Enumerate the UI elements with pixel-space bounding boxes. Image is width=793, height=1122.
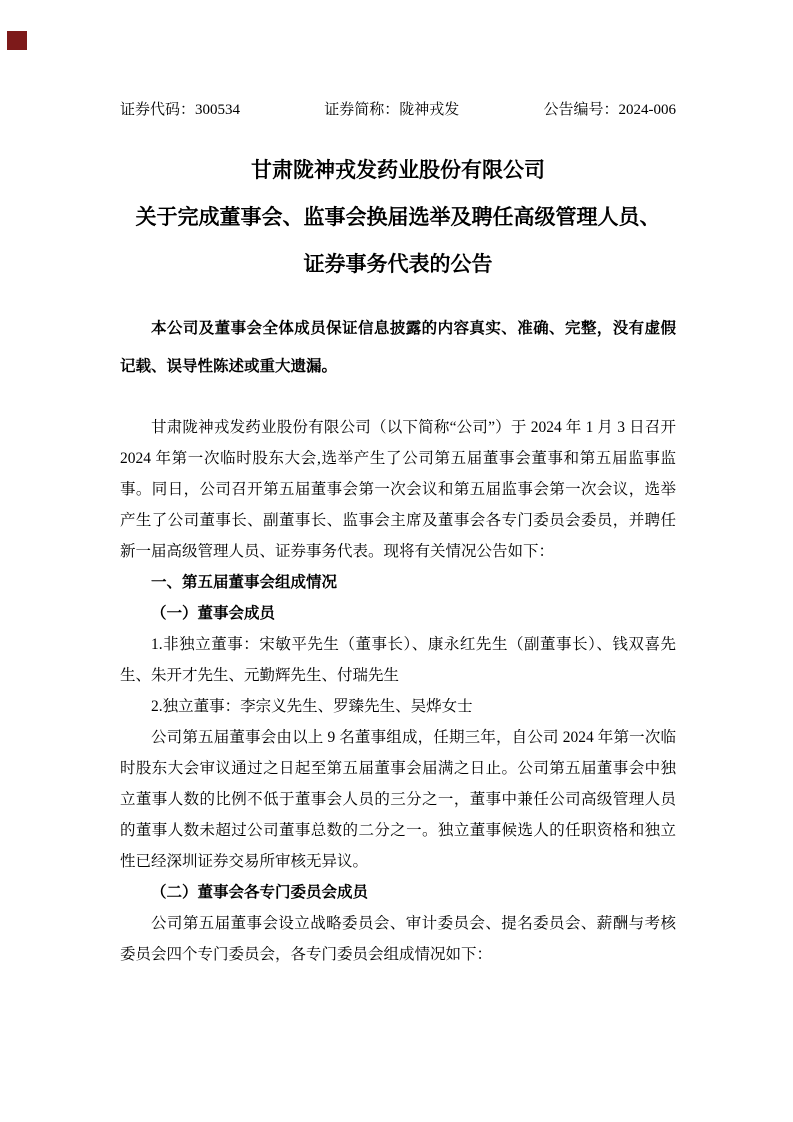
title-subject-line-2: 证券事务代表的公告	[303, 252, 493, 276]
disclaimer-statement: 本公司及董事会全体成员保证信息披露的内容真实、准确、完整，没有虚假记载、误导性陈述或重大遗漏。	[120, 320, 676, 375]
document-meta-header	[120, 100, 676, 121]
section-1-2-heading: （二）董事会各专门委员会成员	[151, 884, 369, 901]
document-body	[120, 412, 676, 970]
securities-name: 证券简称：陇神戎发	[324, 102, 460, 118]
document-content	[120, 100, 676, 970]
independent-directors-paragraph: 2.独立董事：李宗义先生、罗臻先生、吴烨女士	[151, 698, 473, 715]
securities-code: 证券代码：300534	[120, 102, 241, 118]
intro-paragraph: 甘肃陇神戎发药业股份有限公司（以下简称“公司”）于 2024 年 1 月 3 日召开 2024 年第一次临时股东大会,选举产生了公司第五届董事会董事和第五届监事监事。同日，公司召开第五届董事会第一次会议和第五届监事会第一次会议，选举产生了公司董事长、副董事长、监事会主席及董事会各专门委员会委员，并聘任新一届高级管理人员、证券事务代表。现将有关情况公告如下：	[120, 419, 676, 560]
document-title	[120, 147, 676, 288]
section-1-heading: 一、第五届董事会组成情况	[151, 574, 338, 591]
section-1-1-heading: （一）董事会成员	[151, 605, 276, 622]
title-subject-line: 关于完成董事会、监事会换届选举及聘任高级管理人员、	[135, 205, 661, 229]
board-composition-paragraph: 公司第五届董事会由以上 9 名董事组成，任期三年，自公司 2024 年第一次临时股东大会审议通过之日起至第五届董事会届满之日止。公司第五届董事会中独立董事人数的比例不低于董事会人员的三分之一，董事中兼任公司高级管理人员的董事人数未超过公司董事总数的二分之一。独立董事候选人的任职资格和独立性已经深圳证券交易所审核无异议。	[120, 729, 676, 870]
non-independent-directors-paragraph: 1.非独立董事：宋敏平先生（董事长）、康永红先生（副董事长）、钱双喜先生、朱开才先生、元勤辉先生、付瑞先生	[120, 636, 676, 684]
title-company-name: 甘肃陇神戎发药业股份有限公司	[251, 158, 545, 182]
committees-intro-paragraph: 公司第五届董事会设立战略委员会、审计委员会、提名委员会、薪酬与考核委员会四个专门委员会，各专门委员会组成情况如下：	[120, 915, 676, 963]
corner-mark	[7, 31, 27, 50]
announcement-number: 公告编号：2024-006	[543, 102, 676, 118]
